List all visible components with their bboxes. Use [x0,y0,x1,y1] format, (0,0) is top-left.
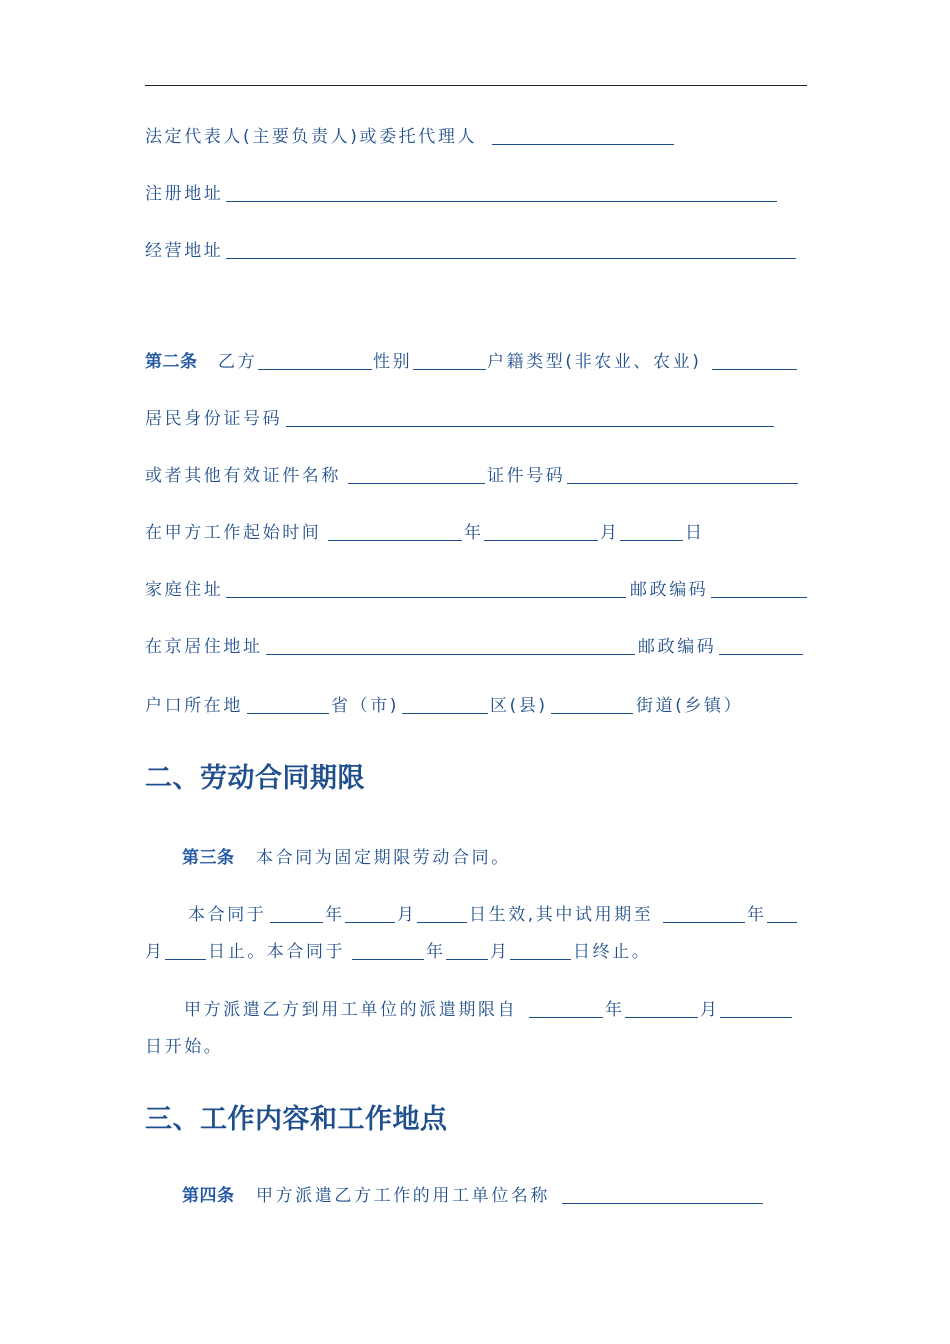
legal-rep-blank[interactable] [492,144,674,145]
beijing-address-blank[interactable] [266,654,635,655]
legal-rep-label: 法定代表人(主要负责人)或委托代理人 [145,127,478,147]
reg-address-line [0,180,950,208]
effective-month-unit: 月 [397,905,417,925]
art2-line-1 [0,348,950,376]
home-address-label: 家庭住址 [145,580,224,600]
art3-p1-line-1 [0,901,950,929]
trial-day-blank[interactable] [165,959,206,960]
art3-text: 本合同为固定期限劳动合同。 [256,848,511,868]
postcode-blank[interactable] [711,597,807,598]
start-time-label: 在甲方工作起始时间 [145,523,322,543]
dispatch-month-blank[interactable] [625,1017,698,1018]
effective-label: 日生效,其中试用期至 [469,905,654,925]
hukou-type-label: 户籍类型(非农业、农业) [487,352,702,372]
art3-p2-line-1 [0,996,950,1024]
dispatch-begin-label: 日开始。 [145,1037,224,1057]
terminate-label: 日终止。 [573,942,652,962]
start-month-unit: 月 [600,523,620,543]
section-heading-2: 二、劳动合同期限 [145,763,365,794]
dispatch-month-unit: 月 [700,1000,720,1020]
section-heading-3: 三、工作内容和工作地点 [145,1104,448,1135]
art2-line-4 [0,519,950,547]
art2-line-6 [0,633,950,661]
art2-line-2 [0,405,950,433]
dispatch-day-blank[interactable] [720,1017,792,1018]
party-b-blank[interactable] [258,369,372,370]
biz-address-blank[interactable] [226,258,796,259]
art2-line-5 [0,576,950,604]
postcode-label-2: 邮政编码 [638,637,717,657]
province-label: 省（市) [331,696,400,716]
id-number-blank[interactable] [286,426,774,427]
art2-line-7 [0,692,950,720]
biz-address-label: 经营地址 [145,241,224,261]
gender-label: 性别 [373,352,413,372]
effective-year-blank[interactable] [270,922,323,923]
art4-text: 甲方派遣乙方工作的用工单位名称 [256,1186,550,1206]
effective-year-unit: 年 [325,905,345,925]
hukou-location-label: 户口所在地 [145,696,243,716]
end-year-blank[interactable] [352,959,424,960]
trial-year-unit: 年 [747,905,767,925]
art4-title: 第四条 [182,1186,235,1206]
postcode-label: 邮政编码 [630,580,709,600]
other-id-label: 或者其他有效证件名称 [145,466,341,486]
biz-address-line [0,237,950,265]
start-day-unit: 日 [685,523,705,543]
start-year-blank[interactable] [328,540,462,541]
contract-start-label: 本合同于 [188,905,267,925]
legal-rep-line [0,123,950,151]
art2-line-3 [0,462,950,490]
top-rule [145,85,807,86]
hukou-type-blank[interactable] [712,369,797,370]
dispatch-year-blank[interactable] [529,1017,603,1018]
end-year-unit: 年 [426,942,446,962]
other-id-blank[interactable] [348,483,485,484]
effective-day-blank[interactable] [417,922,467,923]
trial-year-blank[interactable] [663,922,745,923]
gender-blank[interactable] [413,369,486,370]
dispatch-year-unit: 年 [605,1000,625,1020]
cert-no-label: 证件号码 [487,466,566,486]
start-month-blank[interactable] [484,540,598,541]
dispatch-start-label: 甲方派遣乙方到用工单位的派遣期限自 [184,1000,518,1020]
art3-line-1 [0,844,950,872]
art3-p2-line-2 [0,1033,950,1061]
start-day-blank[interactable] [620,540,683,541]
reg-address-blank[interactable] [226,201,777,202]
effective-month-blank[interactable] [345,922,395,923]
start-year-unit: 年 [464,523,484,543]
district-blank[interactable] [402,713,488,714]
art3-title: 第三条 [182,848,235,868]
postcode-blank-2[interactable] [719,654,803,655]
home-address-blank[interactable] [226,597,626,598]
end-month-blank[interactable] [446,959,488,960]
street-label: 街道(乡镇） [636,696,744,716]
end-day-blank[interactable] [510,959,571,960]
trial-end-label: 日止。本合同于 [208,942,346,962]
district-label: 区(县) [490,696,548,716]
province-blank[interactable] [247,713,329,714]
id-number-label: 居民身份证号码 [145,409,283,429]
reg-address-label: 注册地址 [145,184,224,204]
beijing-address-label: 在京居住地址 [145,637,263,657]
art3-p1-line-2 [0,938,950,966]
art4-line-1 [0,1182,950,1210]
street-blank[interactable] [551,713,633,714]
employer-name-blank[interactable] [562,1203,763,1204]
trial-month-unit: 月 [145,942,165,962]
party-b-label: 乙方 [218,352,258,372]
art2-title: 第二条 [145,352,198,372]
end-month-unit: 月 [490,942,510,962]
cert-no-blank[interactable] [567,483,798,484]
trial-month-blank[interactable] [767,922,797,923]
